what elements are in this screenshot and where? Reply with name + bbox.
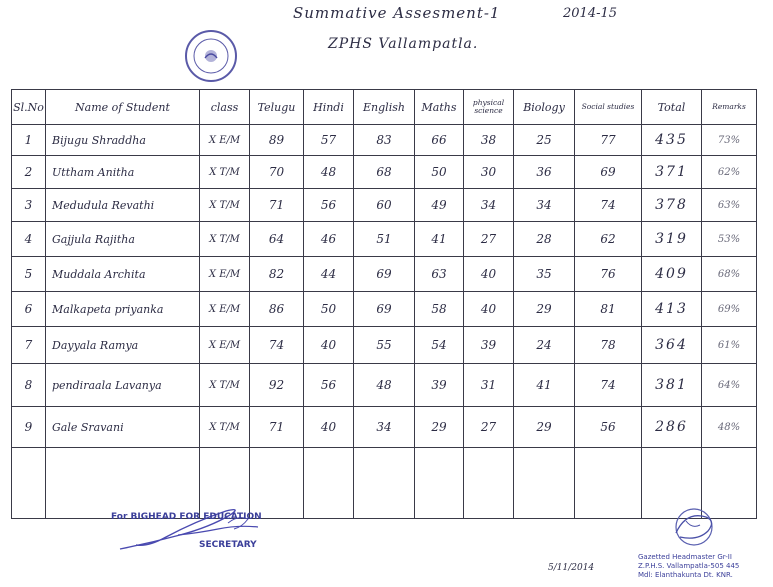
- class-cell: X E/M: [200, 292, 250, 327]
- student-name-cell: Gajjula Rajitha: [46, 222, 200, 257]
- student-name-cell: Bijugu Shraddha: [46, 125, 200, 156]
- class-cell: X T/M: [200, 156, 250, 189]
- telugu-cell: 74: [250, 327, 304, 364]
- hindi-cell: 46: [304, 222, 354, 257]
- column-header: Hindi: [304, 90, 354, 125]
- remarks-cell: 73%: [702, 125, 757, 156]
- social-studies-cell: 81: [575, 292, 642, 327]
- biology-cell: 41: [514, 364, 575, 407]
- hindi-cell: 56: [304, 189, 354, 222]
- physical-science-cell: 34: [464, 189, 514, 222]
- column-header: Sl.No: [12, 90, 46, 125]
- physical-science-cell: 27: [464, 407, 514, 448]
- english-cell: 69: [354, 257, 415, 292]
- sl-no-cell: 3: [12, 189, 46, 222]
- social-studies-cell: 56: [575, 407, 642, 448]
- remarks-cell: 63%: [702, 189, 757, 222]
- student-name-cell: Medudula Revathi: [46, 189, 200, 222]
- sl-no-cell: 1: [12, 125, 46, 156]
- biology-cell: 29: [514, 407, 575, 448]
- class-cell: X T/M: [200, 364, 250, 407]
- hindi-cell: 44: [304, 257, 354, 292]
- biology-cell: 25: [514, 125, 575, 156]
- table-row: [12, 327, 757, 364]
- column-header: Biology: [514, 90, 575, 125]
- column-header: physical science: [464, 90, 514, 125]
- sl-no-cell: 6: [12, 292, 46, 327]
- remarks-cell: 62%: [702, 156, 757, 189]
- document-title: Summative Assesment-1: [293, 4, 501, 22]
- physical-science-cell: 27: [464, 222, 514, 257]
- maths-cell: 41: [415, 222, 464, 257]
- student-name-cell: pendiraala Lavanya: [46, 364, 200, 407]
- student-name-cell: Uttham Anitha: [46, 156, 200, 189]
- school-name: ZPHS Vallampatla.: [328, 36, 479, 52]
- remarks-cell: 61%: [702, 327, 757, 364]
- marks-table-body: [12, 125, 757, 448]
- remarks-cell: 48%: [702, 407, 757, 448]
- english-cell: 69: [354, 292, 415, 327]
- column-header: Maths: [415, 90, 464, 125]
- telugu-cell: 86: [250, 292, 304, 327]
- table-row: [12, 292, 757, 327]
- maths-cell: 49: [415, 189, 464, 222]
- column-header: Name of Student: [46, 90, 200, 125]
- maths-cell: 66: [415, 125, 464, 156]
- hindi-cell: 40: [304, 327, 354, 364]
- maths-cell: 63: [415, 257, 464, 292]
- social-studies-cell: 77: [575, 125, 642, 156]
- english-cell: 55: [354, 327, 415, 364]
- social-studies-cell: 74: [575, 189, 642, 222]
- biology-cell: 34: [514, 189, 575, 222]
- remarks-cell: 53%: [702, 222, 757, 257]
- telugu-cell: 70: [250, 156, 304, 189]
- column-header: Total: [642, 90, 702, 125]
- hindi-cell: 56: [304, 364, 354, 407]
- physical-science-cell: 40: [464, 292, 514, 327]
- total-cell: 319: [642, 222, 702, 257]
- remarks-cell: 64%: [702, 364, 757, 407]
- school-stamp-icon: [183, 28, 239, 84]
- telugu-cell: 64: [250, 222, 304, 257]
- sl-no-cell: 9: [12, 407, 46, 448]
- total-cell: 435: [642, 125, 702, 156]
- column-header: Social studies: [575, 90, 642, 125]
- student-name-cell: Muddala Archita: [46, 257, 200, 292]
- student-name-cell: Malkapeta priyanka: [46, 292, 200, 327]
- telugu-cell: 82: [250, 257, 304, 292]
- social-studies-cell: 62: [575, 222, 642, 257]
- physical-science-cell: 39: [464, 327, 514, 364]
- remarks-cell: 68%: [702, 257, 757, 292]
- sl-no-cell: 8: [12, 364, 46, 407]
- social-studies-cell: 76: [575, 257, 642, 292]
- total-cell: 413: [642, 292, 702, 327]
- sl-no-cell: 4: [12, 222, 46, 257]
- telugu-cell: 89: [250, 125, 304, 156]
- table-row: [12, 407, 757, 448]
- telugu-cell: 92: [250, 364, 304, 407]
- physical-science-cell: 31: [464, 364, 514, 407]
- headmaster-stamp-line: Gazetted Headmaster Gr-II: [638, 553, 732, 561]
- total-cell: 286: [642, 407, 702, 448]
- table-row: [12, 125, 757, 156]
- table-row: [12, 257, 757, 292]
- signature-date: 5/11/2014: [548, 563, 595, 573]
- english-cell: 51: [354, 222, 415, 257]
- table-row: [12, 189, 757, 222]
- hindi-cell: 48: [304, 156, 354, 189]
- class-cell: X T/M: [200, 407, 250, 448]
- sl-no-cell: 7: [12, 327, 46, 364]
- sl-no-cell: 2: [12, 156, 46, 189]
- maths-cell: 39: [415, 364, 464, 407]
- secretary-stamp-text: For BIGHEAD FOR EDUCATION: [111, 512, 262, 522]
- physical-science-cell: 38: [464, 125, 514, 156]
- english-cell: 34: [354, 407, 415, 448]
- column-header: class: [200, 90, 250, 125]
- english-cell: 83: [354, 125, 415, 156]
- physical-science-cell: 40: [464, 257, 514, 292]
- biology-cell: 36: [514, 156, 575, 189]
- hindi-cell: 50: [304, 292, 354, 327]
- student-name-cell: Dayyala Ramya: [46, 327, 200, 364]
- headmaster-stamp-line: Z.P.H.S. Vallampatla-505 445: [638, 562, 740, 570]
- headmaster-stamp-line: Mdl: Elanthakunta Dt. KNR.: [638, 571, 733, 579]
- biology-cell: 29: [514, 292, 575, 327]
- hindi-cell: 57: [304, 125, 354, 156]
- maths-cell: 29: [415, 407, 464, 448]
- table-row: [12, 364, 757, 407]
- total-cell: 371: [642, 156, 702, 189]
- telugu-cell: 71: [250, 189, 304, 222]
- table-row: [12, 156, 757, 189]
- column-header: Remarks: [702, 90, 757, 125]
- class-cell: X T/M: [200, 189, 250, 222]
- biology-cell: 35: [514, 257, 575, 292]
- biology-cell: 24: [514, 327, 575, 364]
- secretary-stamp-title: SECRETARY: [199, 540, 257, 550]
- social-studies-cell: 74: [575, 364, 642, 407]
- english-cell: 60: [354, 189, 415, 222]
- remarks-cell: 69%: [702, 292, 757, 327]
- maths-cell: 58: [415, 292, 464, 327]
- total-cell: 409: [642, 257, 702, 292]
- column-header: Telugu: [250, 90, 304, 125]
- student-name-cell: Gale Sravani: [46, 407, 200, 448]
- social-studies-cell: 78: [575, 327, 642, 364]
- column-header: English: [354, 90, 415, 125]
- maths-cell: 54: [415, 327, 464, 364]
- total-cell: 364: [642, 327, 702, 364]
- telugu-cell: 71: [250, 407, 304, 448]
- class-cell: X E/M: [200, 125, 250, 156]
- biology-cell: 28: [514, 222, 575, 257]
- sl-no-cell: 5: [12, 257, 46, 292]
- english-cell: 48: [354, 364, 415, 407]
- english-cell: 68: [354, 156, 415, 189]
- physical-science-cell: 30: [464, 156, 514, 189]
- table-header-row: [12, 90, 757, 125]
- class-cell: X E/M: [200, 327, 250, 364]
- total-cell: 378: [642, 189, 702, 222]
- marks-table: [11, 89, 757, 519]
- hindi-cell: 40: [304, 407, 354, 448]
- table-row: [12, 222, 757, 257]
- academic-year: 2014-15: [563, 6, 618, 21]
- class-cell: X E/M: [200, 257, 250, 292]
- social-studies-cell: 69: [575, 156, 642, 189]
- total-cell: 381: [642, 364, 702, 407]
- class-cell: X T/M: [200, 222, 250, 257]
- maths-cell: 50: [415, 156, 464, 189]
